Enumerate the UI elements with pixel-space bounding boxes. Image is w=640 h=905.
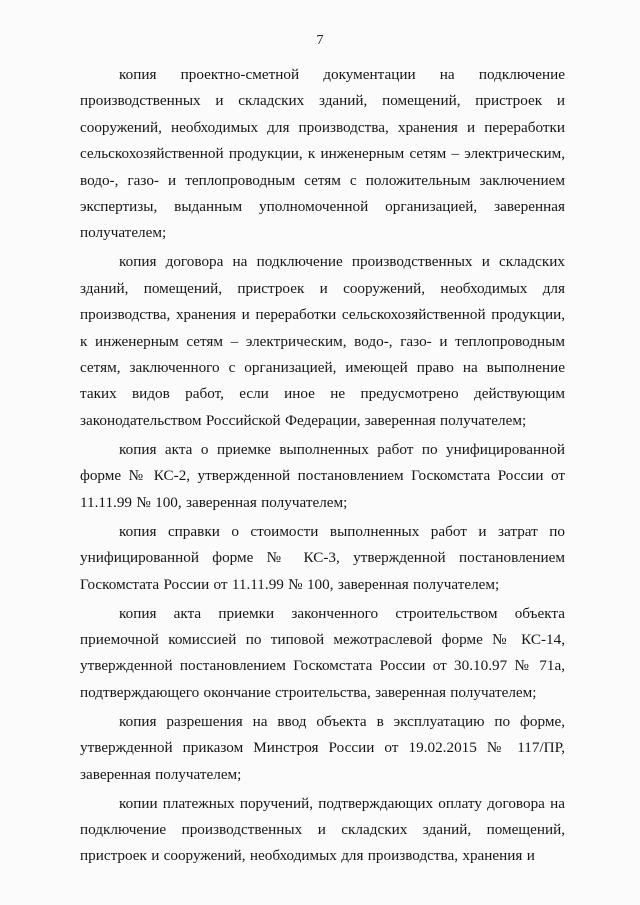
page-number: 7 xyxy=(316,33,324,48)
paragraph-ks2-act: копия акта о приемке выполненных работ по унифицированной форме № КС-2, утвержденной постановлением Госкомстата России от 11.11.99 № 100, заверенная получателем; xyxy=(80,440,565,511)
paragraph-connection-contract: копия договора на подключение производственных и складских зданий, помещений, пристроек и сооружений, необходимых для производства, хранения и переработки сельскохозяйственной продукции, к инженерным сетям – электрическим, водо-, газо- и теплопроводным сетям, заключенного с организацией, имеющей право на выполнение таких видов работ, если иное не предусмотрено действующим законодательством Российской Федерации, заверенная получателем; xyxy=(80,253,565,429)
paragraph-design-documentation: копия проектно-сметной документации на подключение производственных и складских зданий, помещений, пристроек и сооружений, необходимых для производства, хранения и переработки сельскохозяйственной продукции, к инженерным сетям – электрическим, водо-, газо- и теплопроводным сетям с положительным заключением экспертизы, выданным уполномоченной организацией, заверенная получателем; xyxy=(80,66,565,242)
paragraph-ks3-certificate: копия справки о стоимости выполненных работ и затрат по унифицированной форме № КС-3, утвержденной постановлением Госкомстата России от 11.11.99 № 100, заверенная получателем; xyxy=(80,522,565,593)
paragraph-commissioning-permit: копия разрешения на ввод объекта в эксплуатацию по форме, утвержденной приказом Минстроя России от 19.02.2015 № 117/ПР, заверенная получателем; xyxy=(80,712,565,783)
paragraph-ks14-acceptance: копия акта приемки законченного строительством объекта приемочной комиссией по типовой межотраслевой форме № КС-14, утвержденной постановлением Госкомстата России от 30.10.97 № 71а, подтверждающего окончание строительства, заверенная получателем; xyxy=(80,604,565,701)
paragraph-payment-orders: копии платежных поручений, подтверждающих оплату договора на подключение производственных и складских зданий, помещений, пристроек и сооружений, необходимых для производства, хранения и xyxy=(80,794,565,865)
document-body xyxy=(80,62,565,872)
